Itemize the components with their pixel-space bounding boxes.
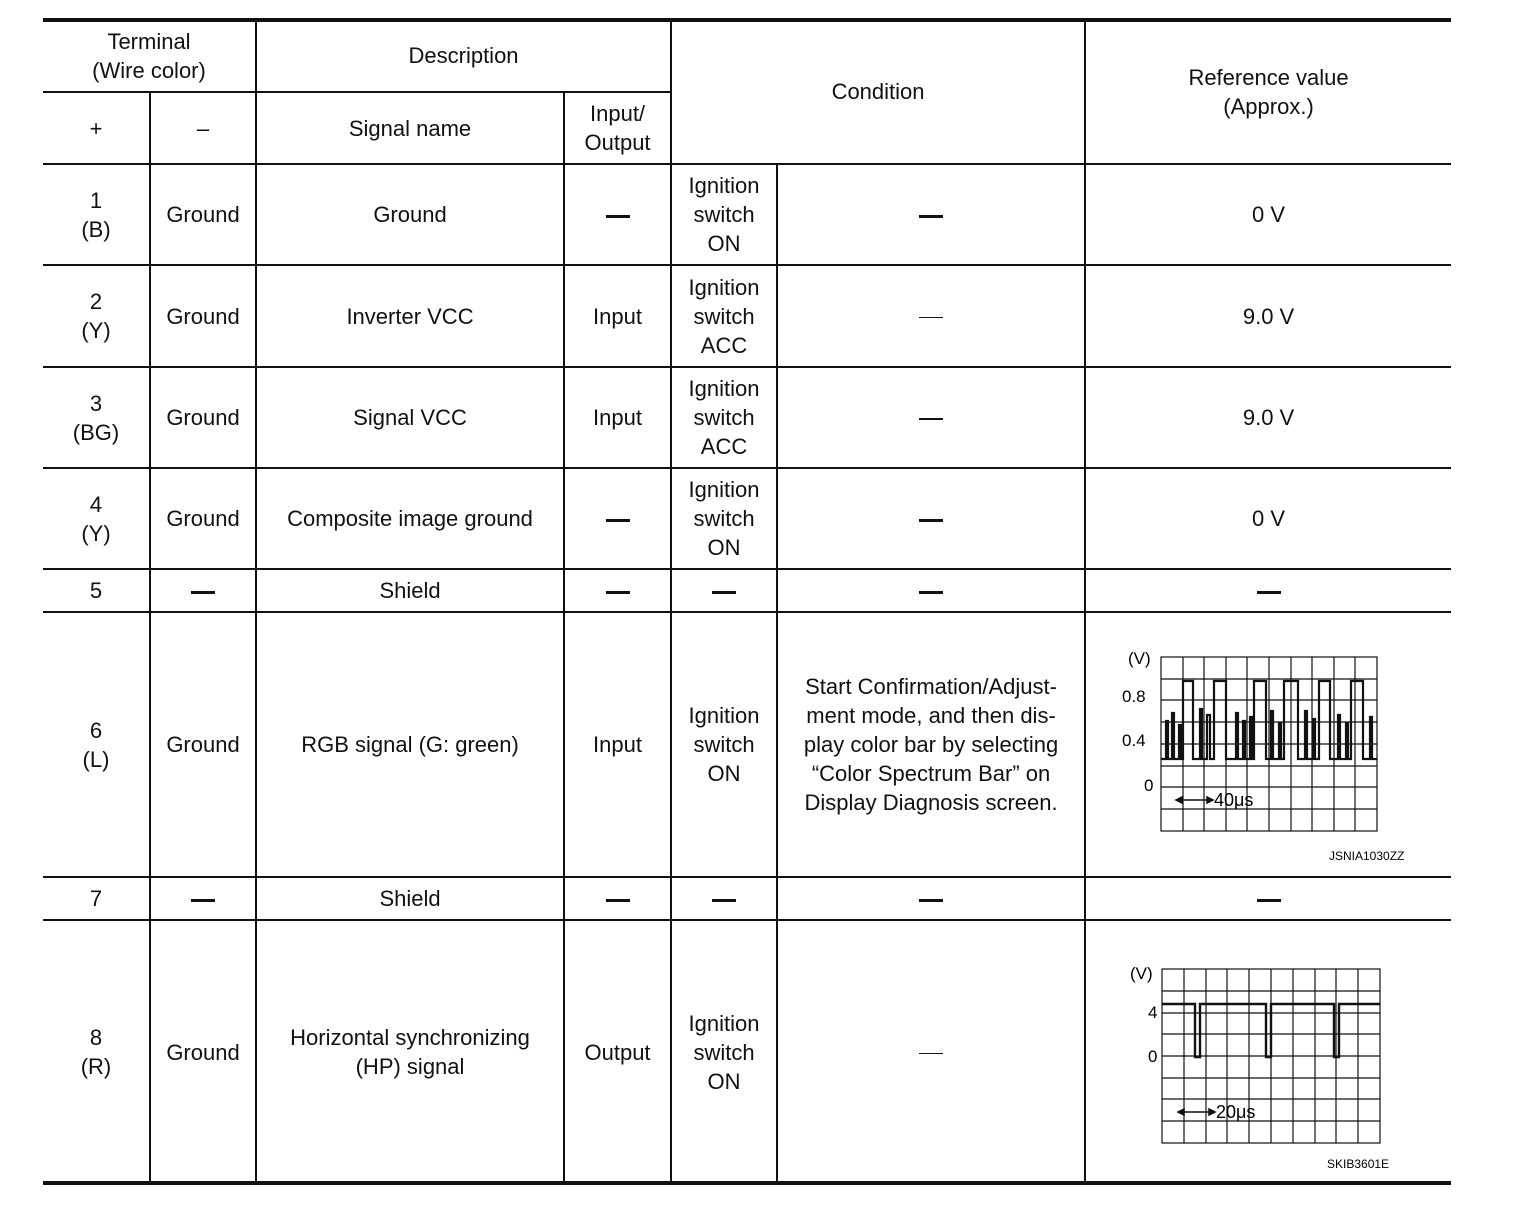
cond-line: ON [707, 535, 741, 560]
io-cell [564, 468, 671, 569]
terminal-number: 3 [89, 390, 103, 416]
signal-cell: Shield [256, 569, 564, 612]
condition-switch-cell [671, 612, 777, 877]
minus-cell [150, 877, 256, 920]
cond-detail-line: ment mode, and then dis- [806, 703, 1056, 728]
condition-switch-cell [671, 367, 777, 468]
condition-detail-cell [777, 569, 1085, 612]
terminal-label: Terminal [107, 28, 191, 54]
terminal-cell [43, 468, 150, 569]
cond-line: switch [693, 506, 755, 531]
terminal-cell [43, 164, 150, 265]
condition-detail-cell [777, 468, 1085, 569]
table-row [43, 164, 1451, 265]
bottom-rule [43, 1181, 1451, 1185]
condition-detail-cell [777, 164, 1085, 265]
table-row [43, 920, 1451, 1184]
terminal-number: 6 [89, 717, 103, 743]
cond-line: ACC [700, 434, 748, 459]
description-header: Description [256, 19, 671, 92]
signal-line: (HP) signal [355, 1054, 465, 1079]
minus-cell: Ground [150, 164, 256, 265]
rgb-waveform [1086, 613, 1452, 876]
terminal-number: 1 [89, 187, 103, 213]
rgb-tick-0-4: 0.4 [1122, 731, 1146, 750]
dash-mark [919, 215, 943, 218]
wire-color: (Y) [81, 520, 111, 546]
signal-cell: Signal VCC [256, 367, 564, 468]
dash-mark [191, 591, 215, 594]
rgb-unit-label: (V) [1128, 649, 1151, 668]
condition-switch-cell [671, 468, 777, 569]
hp-tick-4: 4 [1148, 1003, 1158, 1022]
dash-mark [919, 1053, 943, 1055]
io-cell: Output [564, 920, 671, 1184]
signal-name-header: Signal name [256, 92, 564, 164]
reference-cell [1085, 920, 1451, 1184]
cond-line: switch [693, 732, 755, 757]
io-cell: Input [564, 265, 671, 367]
terminal-cell [43, 265, 150, 367]
dash-mark [712, 591, 736, 594]
minus-cell: Ground [150, 265, 256, 367]
input-label: Input/ [590, 101, 646, 126]
wire-color: (B) [81, 216, 111, 242]
io-cell [564, 569, 671, 612]
dash-mark [606, 591, 630, 594]
table-row [43, 877, 1451, 920]
terminal-table [43, 18, 1451, 1185]
condition-header: Condition [671, 19, 1085, 164]
minus-header: – [150, 92, 256, 164]
cond-detail-line: “Color Spectrum Bar” on [811, 761, 1051, 786]
cond-line: Ignition [688, 477, 760, 502]
condition-detail-cell [777, 920, 1085, 1184]
dash-mark [606, 899, 630, 902]
cond-line: Ignition [688, 376, 760, 401]
cond-line: Ignition [688, 173, 760, 198]
cond-detail-line: Display Diagnosis screen. [804, 790, 1058, 815]
terminal-cell: 7 [43, 877, 150, 920]
terminal-cell [43, 367, 150, 468]
minus-cell [150, 569, 256, 612]
output-label: Output [584, 130, 651, 155]
approx-label: (Approx.) [1223, 93, 1314, 119]
plus-header: + [43, 92, 150, 164]
wire-color-label: (Wire color) [92, 57, 206, 83]
reference-cell [1085, 569, 1451, 612]
reference-cell [1085, 612, 1451, 877]
condition-detail-cell [777, 265, 1085, 367]
signal-cell [256, 920, 564, 1184]
minus-cell: Ground [150, 367, 256, 468]
signal-line: Horizontal synchronizing [290, 1025, 530, 1050]
signal-cell: RGB signal (G: green) [256, 612, 564, 877]
cond-line: Ignition [688, 703, 760, 728]
terminal-cell [43, 920, 150, 1184]
rgb-time-marker [1176, 797, 1213, 803]
minus-cell: Ground [150, 468, 256, 569]
dash-mark [191, 899, 215, 902]
io-cell [564, 877, 671, 920]
condition-switch-cell [671, 920, 777, 1184]
minus-cell: Ground [150, 612, 256, 877]
cond-line: switch [693, 303, 755, 329]
header-row-1 [43, 19, 1451, 92]
cond-line: ACC [700, 332, 748, 358]
table-row [43, 612, 1451, 877]
terminal-number: 2 [89, 289, 103, 314]
hp-waveform [1086, 921, 1452, 1183]
cond-line: Ignition [688, 274, 760, 300]
wiring-reference-sheet [43, 18, 1451, 1185]
terminal-cell [43, 612, 150, 877]
dash-mark [919, 591, 943, 594]
table-row [43, 265, 1451, 367]
signal-cell: Inverter VCC [256, 265, 564, 367]
cond-line: ON [707, 761, 741, 786]
reference-cell: 9.0 V [1085, 265, 1451, 367]
hp-tick-0: 0 [1148, 1047, 1158, 1066]
wire-color: (L) [82, 746, 110, 772]
hp-unit-label: (V) [1130, 964, 1153, 983]
cond-line: ON [707, 1068, 741, 1094]
table-row [43, 569, 1451, 612]
minus-cell: Ground [150, 920, 256, 1184]
dash-mark [712, 899, 736, 902]
dash-mark [919, 317, 943, 319]
reference-header [1085, 19, 1451, 164]
condition-switch-cell [671, 164, 777, 265]
rgb-time-division: 40μs [1214, 790, 1254, 810]
rgb-tick-0: 0 [1144, 776, 1154, 795]
reference-value-label: Reference value [1188, 64, 1349, 90]
signal-cell: Composite image ground [256, 468, 564, 569]
dash-mark [1257, 591, 1281, 594]
wire-color: (R) [80, 1054, 112, 1079]
table-row [43, 468, 1451, 569]
cond-line: switch [693, 202, 755, 227]
wire-color: (Y) [81, 318, 111, 343]
condition-detail-cell [777, 367, 1085, 468]
cond-detail-line: Start Confirmation/Adjust- [805, 674, 1057, 699]
dash-mark [1257, 899, 1281, 902]
dash-mark [606, 519, 630, 522]
signal-cell: Ground [256, 164, 564, 265]
cond-line: switch [693, 1039, 755, 1065]
condition-switch-cell [671, 877, 777, 920]
hp-figure-code: SKIB3601E [1327, 1157, 1390, 1171]
wire-color: (BG) [72, 419, 120, 445]
reference-cell: 9.0 V [1085, 367, 1451, 468]
condition-switch-cell [671, 265, 777, 367]
io-header [564, 92, 671, 164]
dash-mark [919, 519, 943, 522]
terminal-number: 4 [89, 491, 103, 517]
dash-mark [919, 899, 943, 902]
condition-switch-cell [671, 569, 777, 612]
terminal-cell: 5 [43, 569, 150, 612]
signal-cell: Shield [256, 877, 564, 920]
reference-cell: 0 V [1085, 468, 1451, 569]
cond-line: ON [707, 231, 741, 256]
io-cell: Input [564, 612, 671, 877]
terminal-number: 8 [89, 1025, 103, 1050]
reference-cell: 0 V [1085, 164, 1451, 265]
condition-detail-cell [777, 877, 1085, 920]
cond-detail-line: play color bar by selecting [803, 732, 1059, 757]
hp-time-marker [1178, 1109, 1215, 1115]
io-cell [564, 164, 671, 265]
terminal-header [43, 19, 256, 92]
condition-detail-cell [777, 612, 1085, 877]
cond-line: switch [693, 405, 755, 430]
rgb-figure-code: JSNIA1030ZZ [1329, 849, 1405, 863]
hp-signal-trace [1162, 1004, 1380, 1057]
hp-time-division: 20μs [1216, 1102, 1256, 1122]
rgb-tick-0-8: 0.8 [1122, 687, 1146, 706]
dash-mark [606, 215, 630, 218]
table-row [43, 367, 1451, 468]
cond-line: Ignition [688, 1010, 760, 1036]
io-cell: Input [564, 367, 671, 468]
reference-cell [1085, 877, 1451, 920]
dash-mark [919, 418, 943, 420]
